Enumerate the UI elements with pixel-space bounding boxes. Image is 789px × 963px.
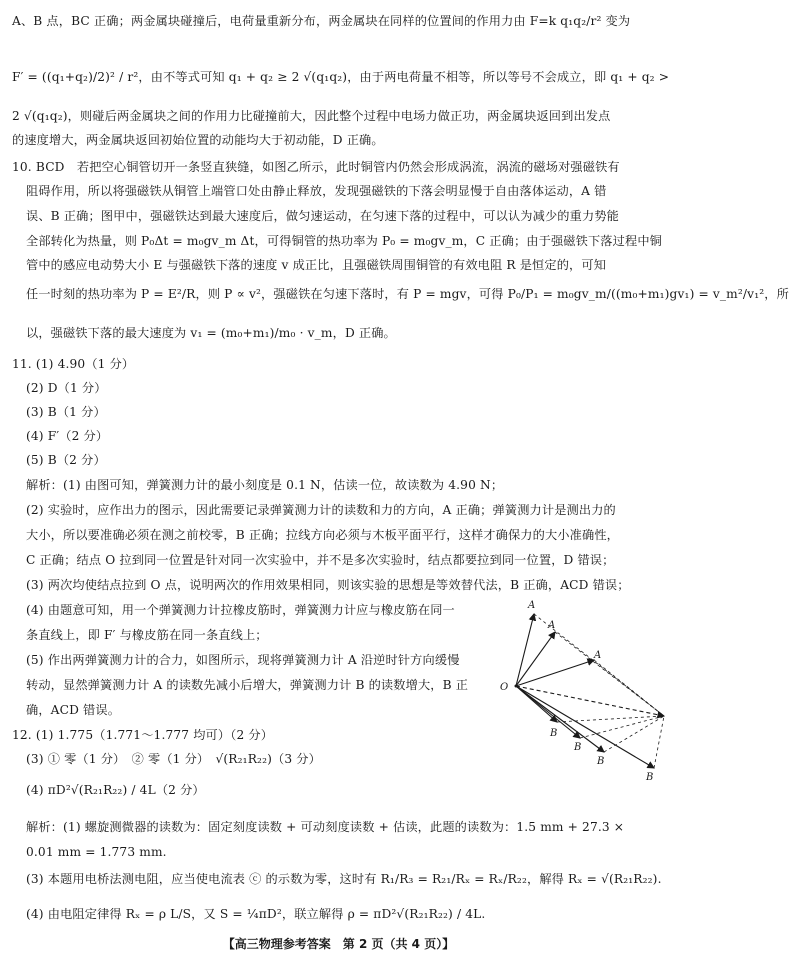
text-line: 转动，显然弹簧测力计 A 的读数先减小后增大，弹簧测力计 B 的读数增大，B 正 [26,678,469,692]
text-line: 解析：(1) 螺旋测微器的读数为：固定刻度读数 + 可动刻度读数 + 估读，此题的读数为：1.5 mm + 27.3 × [26,820,625,834]
label-B-3: B [597,756,605,767]
text-line: 大小，所以要准确必须在测之前校零，B 正确；拉线方向必须与木板平面平行，这样才确保力的大小准确性， [26,528,619,542]
text-line: 以，强磁铁下落的最大速度为 v₁ = (m₀+m₁)/m₀ · v_m，D 正确。 [26,326,396,340]
text-line: A、B 点，BC 正确；两金属块碰撞后，电荷量重新分布，两金属块在同样的位置间的作用力由 F=k q₁q₂/r² 变为 [12,14,631,28]
text-line: 确，ACD 错误。 [26,703,121,717]
text-line: 全部转化为热量，则 P₀Δt = m₀gv_m Δt，可得铜管的热功率为 P₀ = m₀gv_m，C 正确；由于强磁铁下落过程中铜 [26,234,662,248]
text-line: (4) 由电阻定律得 Rₓ = ρ L/S，又 S = ¼πD²，联立解得 ρ = πD²√(R₂₁R₂₂) / 4L. [26,907,486,921]
label-A-3: A [594,650,602,661]
force-A-3 [516,660,594,686]
text-line: (4) 由题意可知，用一个弹簧测力计拉橡皮筋时，弹簧测力计应与橡皮筋在同一 [26,603,455,617]
text-line: 2 √(q₁q₂)，则碰后两金属块之间的作用力比碰撞前大，因此整个过程中电场力做正功，两金属块返回到出发点 [12,109,611,123]
text-line: (5) 作出两弹簧测力计的合力，如图所示，现将弹簧测力计 A 沿逆时针方向缓慢 [26,653,460,667]
text-line: (2) 实验时，应作出力的图示，因此需要记录弹簧测力计的读数和力的方向，A 正确；弹簧测力计是测出力的 [26,503,616,517]
origin-point-O [500,682,518,693]
page-footer: 【高三物理参考答案 第 2 页（共 4 页）】 [222,937,455,951]
force-A-2 [516,632,555,686]
text-line: 11. (1) 4.90（1 分） [12,357,135,371]
text-line: 0.01 mm = 1.773 mm. [26,845,167,859]
text-line: (3) 本题用电桥法测电阻，应当使电流表 ⓒ 的示数为零，这时有 R₁/R₃ = R₂₁/Rₓ = Rₓ/R₂₂，解得 Rₓ = √(R₂₁R₂₂). [26,872,662,886]
text-line: 误、B 正确；图甲中，强磁铁达到最大速度后，做匀速运动，在匀速下落的过程中，可以认为减少的重力势能 [26,209,619,223]
resultant-force [516,686,664,716]
label-B-4: B [646,772,654,783]
text-line: (2) D（1 分） [26,381,107,395]
force-B-4 [516,686,654,768]
text-line: F′ = ((q₁+q₂)/2)² / r²，由不等式可知 q₁ + q₂ ≥ 2 √(q₁q₂)，由于两电荷量不相等，所以等号不会成立，即 q₁ + q₂ > [12,70,670,84]
parallelogram-lines [534,614,664,768]
text-line: 任一时刻的热功率为 P = E²/R，则 P ∝ v²，强磁铁在匀速下落时，有 P = mgv，可得 P₀/P₁ = m₀gv_m/((m₀+m₁)gv₁) = v_m²/v₁²，所 [26,287,789,301]
label-A-1: A [528,600,536,611]
force-A-1 [516,614,534,686]
text-line: 10. BCD 若把空心铜管切开一条竖直狭缝，如图乙所示，此时铜管内仍然会形成涡流，涡流的磁场对强磁铁有 [12,160,620,174]
text-line: 12. (1) 1.775（1.771～1.777 均可）（2 分） [12,728,274,742]
text-line: 阻碍作用，所以将强磁铁从铜管上端管口处由静止释放，发现强磁铁的下落会明显慢于自由落体运动，A 错 [26,184,607,198]
label-B-1: B [550,728,558,739]
label-A-2: A [548,620,556,631]
text-line: 解析：(1) 由图可知，弹簧测力计的最小刻度是 0.1 N，估读一位，故读数为 4.90 N； [26,478,504,492]
text-line: (5) B（2 分） [26,453,106,467]
text-line: (4) F′（2 分） [26,429,109,443]
text-line: (4) πD²√(R₂₁R₂₂) / 4L（2 分） [26,783,205,797]
text-line: 的速度增大，两金属块返回初始位置的动能均大于初动能，D 正确。 [12,133,384,147]
text-line: (3) 两次均使结点拉到 O 点，说明两次的作用效果相同，则该实验的思想是等效替代法，B 正确，ACD 错误； [26,578,630,592]
text-line: C 正确；结点 O 拉到同一位置是针对同一次实验中，并不是多次实验时，结点都要拉到同一位置，D 错误； [26,553,615,567]
label-O: O [500,682,509,693]
label-B-2: B [574,742,582,753]
text-line: 条直线上，即 F′ 与橡皮筋在同一条直线上； [26,628,268,642]
text-line: 管中的感应电动势大小 E 与强磁铁下落的速度 v 成正比，且强磁铁周围铜管的有效电阻 R 是恒定的，可知 [26,258,607,272]
text-line: (3) ① 零（1 分） ② 零（1 分） √(R₂₁R₂₂)（3 分） [26,752,321,766]
text-line: (3) B（1 分） [26,405,106,419]
force-B-3 [516,686,604,752]
